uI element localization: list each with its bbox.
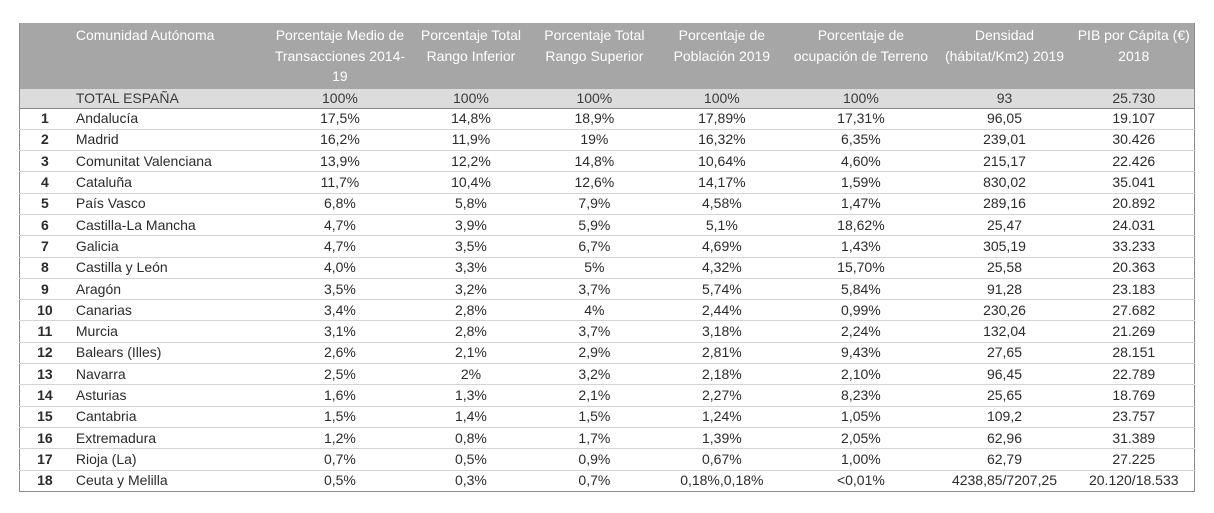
cell-index: 13 xyxy=(20,364,70,385)
total-cell-index xyxy=(20,89,70,109)
cell-population: 0,18%,0,18% xyxy=(680,472,764,489)
cell-population: 1,39% xyxy=(657,427,786,448)
total-cell-lower-range: 100% xyxy=(410,89,531,109)
total-cell-population: 100% xyxy=(657,89,786,109)
cell-index: 11 xyxy=(20,321,70,342)
table-body xyxy=(20,89,1195,492)
table-row xyxy=(20,470,1195,491)
cell-lower-range: 12,2% xyxy=(410,151,531,172)
cell-upper-range: 4% xyxy=(531,300,657,321)
table-row xyxy=(20,385,1195,406)
cell-community: Murcia xyxy=(70,321,270,342)
cell-density: 109,2 xyxy=(935,406,1073,427)
cell-avg-transactions: 3,4% xyxy=(269,300,410,321)
cell-index: 1 xyxy=(20,108,70,129)
cell-land-occupation: 8,23% xyxy=(786,385,935,406)
cell-community: Canarias xyxy=(70,300,270,321)
cell-avg-transactions: 1,2% xyxy=(269,427,410,448)
cell-community: Rioja (La) xyxy=(70,449,270,470)
cell-avg-transactions: 3,1% xyxy=(269,321,410,342)
cell-land-occupation: 2,10% xyxy=(786,364,935,385)
cell-gdp-per-capita: 20.120/18.533 xyxy=(1088,472,1179,489)
cell-upper-range: 0,7% xyxy=(578,472,611,489)
cell-lower-range: 1,3% xyxy=(410,385,531,406)
cell-upper-range: 5% xyxy=(531,257,657,278)
total-cell-density: 93 xyxy=(935,89,1073,109)
cell-lower-range: 10,4% xyxy=(410,172,531,193)
cell-lower-range: 3,3% xyxy=(410,257,531,278)
cell-density: 132,04 xyxy=(935,321,1073,342)
cell-avg-transactions: 2,5% xyxy=(269,364,410,385)
cell-community: Balears (Illes) xyxy=(70,342,270,363)
cell-community: País Vasco xyxy=(70,193,270,214)
total-cell-avg-transactions: 100% xyxy=(269,89,410,109)
table-row xyxy=(20,406,1195,427)
cell-gdp-per-capita: 30.426 xyxy=(1074,129,1195,150)
cell-index: 17 xyxy=(20,449,70,470)
cell-index: 9 xyxy=(20,278,70,299)
cell-gdp-per-capita: 23.183 xyxy=(1074,278,1195,299)
cell-upper-range: 5,9% xyxy=(531,214,657,235)
cell-land-occupation: 9,43% xyxy=(786,342,935,363)
cell-upper-range: 3,7% xyxy=(531,278,657,299)
cell-land-occupation: 4,60% xyxy=(786,151,935,172)
table-row xyxy=(20,172,1195,193)
cell-index: 2 xyxy=(20,129,70,150)
cell-upper-range: 14,8% xyxy=(531,151,657,172)
cell-land-occupation: 2,24% xyxy=(786,321,935,342)
cell-population: 10,64% xyxy=(657,151,786,172)
cell-community: Castilla-La Mancha xyxy=(70,214,270,235)
cell-avg-transactions: 11,7% xyxy=(269,172,410,193)
cell-gdp-per-capita: 31.389 xyxy=(1074,427,1195,448)
table-row xyxy=(20,129,1195,150)
cell-upper-range: 0,9% xyxy=(531,449,657,470)
cell-avg-transactions: 0,5% xyxy=(323,472,356,489)
cell-gdp-per-capita: 19.107 xyxy=(1074,108,1195,129)
cell-lower-range: 2,8% xyxy=(410,321,531,342)
cell-density: 96,05 xyxy=(935,108,1073,129)
table-container xyxy=(19,23,1195,492)
cell-community: Cataluña xyxy=(70,172,270,193)
cell-density: 230,26 xyxy=(935,300,1073,321)
cell-land-occupation: 1,00% xyxy=(786,449,935,470)
cell-lower-range: 0,3% xyxy=(454,472,487,489)
cell-community: Navarra xyxy=(70,364,270,385)
header-index xyxy=(20,23,70,89)
cell-community: Cantabria xyxy=(70,406,270,427)
cell-land-occupation: 1,05% xyxy=(786,406,935,427)
cell-upper-range: 12,6% xyxy=(531,172,657,193)
cell-density: 215,17 xyxy=(935,151,1073,172)
cell-community: Castilla y León xyxy=(70,257,270,278)
cell-population: 16,32% xyxy=(657,129,786,150)
cell-gdp-per-capita: 22.789 xyxy=(1074,364,1195,385)
cell-land-occupation: 17,31% xyxy=(786,108,935,129)
cell-land-occupation: 15,70% xyxy=(786,257,935,278)
cell-gdp-per-capita: 28.151 xyxy=(1074,342,1195,363)
cell-lower-range: 3,5% xyxy=(410,236,531,257)
table-row xyxy=(20,321,1195,342)
cell-land-occupation: 1,47% xyxy=(786,193,935,214)
cell-density: 25,58 xyxy=(935,257,1073,278)
cell-avg-transactions: 2,6% xyxy=(269,342,410,363)
cell-land-occupation: 1,43% xyxy=(786,236,935,257)
cell-upper-range: 2,9% xyxy=(531,342,657,363)
cell-gdp-per-capita: 27.225 xyxy=(1074,449,1195,470)
cell-population: 5,74% xyxy=(657,278,786,299)
cell-land-occupation: 18,62% xyxy=(786,214,935,235)
table-row xyxy=(20,342,1195,363)
cell-lower-range: 14,8% xyxy=(410,108,531,129)
cell-community: Comunitat Valenciana xyxy=(70,151,270,172)
cell-density: 62,79 xyxy=(935,449,1073,470)
cell-community: Ceuta y Melilla xyxy=(75,472,168,489)
cell-population: 17,89% xyxy=(657,108,786,129)
cell-population: 2,27% xyxy=(657,385,786,406)
table-row xyxy=(20,193,1195,214)
cell-gdp-per-capita: 24.031 xyxy=(1074,214,1195,235)
cell-density: 62,96 xyxy=(935,427,1073,448)
table-row xyxy=(20,300,1195,321)
cell-upper-range: 7,9% xyxy=(531,193,657,214)
cell-land-occupation: 1,59% xyxy=(786,172,935,193)
cell-land-occupation: 5,84% xyxy=(786,278,935,299)
table-row xyxy=(20,427,1195,448)
cell-avg-transactions: 4,7% xyxy=(269,214,410,235)
header-upper-range: Porcentaje Total Rango Superior xyxy=(531,23,657,89)
cell-upper-range: 6,7% xyxy=(531,236,657,257)
cell-population: 2,81% xyxy=(657,342,786,363)
cell-index: 10 xyxy=(20,300,70,321)
cell-density: 239,01 xyxy=(935,129,1073,150)
total-row xyxy=(20,89,1195,109)
autonomous-communities-table xyxy=(19,23,1195,492)
cell-avg-transactions: 1,5% xyxy=(269,406,410,427)
table-row xyxy=(20,449,1195,470)
total-cell-gdp-per-capita: 25.730 xyxy=(1074,89,1195,109)
cell-index: 12 xyxy=(20,342,70,363)
cell-density: 25,47 xyxy=(935,214,1073,235)
table-row xyxy=(20,151,1195,172)
cell-index: 15 xyxy=(20,406,70,427)
cell-upper-range: 18,9% xyxy=(531,108,657,129)
cell-avg-transactions: 1,6% xyxy=(269,385,410,406)
cell-avg-transactions: 4,7% xyxy=(269,236,410,257)
cell-population: 4,58% xyxy=(657,193,786,214)
cell-community: Aragón xyxy=(70,278,270,299)
cell-population: 1,24% xyxy=(657,406,786,427)
header-land-occupation: Porcentaje de ocupación de Terreno xyxy=(786,23,935,89)
cell-avg-transactions: 13,9% xyxy=(269,151,410,172)
header-community: Comunidad Autónoma xyxy=(70,23,270,89)
cell-lower-range: 2,1% xyxy=(410,342,531,363)
cell-gdp-per-capita: 33.233 xyxy=(1074,236,1195,257)
cell-index: 6 xyxy=(20,214,70,235)
cell-lower-range: 3,9% xyxy=(410,214,531,235)
cell-land-occupation: <0,01% xyxy=(836,472,885,489)
cell-gdp-per-capita: 20.892 xyxy=(1074,193,1195,214)
header-population: Porcentaje de Población 2019 xyxy=(657,23,786,89)
cell-population: 5,1% xyxy=(657,214,786,235)
cell-community: Andalucía xyxy=(70,108,270,129)
header-avg-transactions: Porcentaje Medio de Transacciones 2014-19 xyxy=(269,23,410,89)
cell-lower-range: 11,9% xyxy=(410,129,531,150)
cell-density: 27,65 xyxy=(935,342,1073,363)
table-row xyxy=(20,364,1195,385)
total-cell-community: TOTAL ESPAÑA xyxy=(70,89,270,109)
cell-upper-range: 3,2% xyxy=(531,364,657,385)
cell-gdp-per-capita: 21.269 xyxy=(1074,321,1195,342)
cell-lower-range: 1,4% xyxy=(410,406,531,427)
cell-index: 18 xyxy=(37,472,53,489)
cell-avg-transactions: 3,5% xyxy=(269,278,410,299)
cell-upper-range: 1,7% xyxy=(531,427,657,448)
cell-index: 16 xyxy=(20,427,70,448)
cell-avg-transactions: 4,0% xyxy=(269,257,410,278)
cell-upper-range: 3,7% xyxy=(531,321,657,342)
cell-gdp-per-capita: 18.769 xyxy=(1074,385,1195,406)
cell-population: 3,18% xyxy=(657,321,786,342)
cell-avg-transactions: 6,8% xyxy=(269,193,410,214)
cell-population: 2,44% xyxy=(657,300,786,321)
cell-gdp-per-capita: 27.682 xyxy=(1074,300,1195,321)
cell-gdp-per-capita: 20.363 xyxy=(1074,257,1195,278)
table-row xyxy=(20,236,1195,257)
cell-community: Galicia xyxy=(70,236,270,257)
cell-community: Madrid xyxy=(70,129,270,150)
cell-density: 830,02 xyxy=(935,172,1073,193)
cell-upper-range: 1,5% xyxy=(531,406,657,427)
cell-density: 25,65 xyxy=(935,385,1073,406)
table-row xyxy=(20,257,1195,278)
cell-lower-range: 2% xyxy=(410,364,531,385)
cell-index: 5 xyxy=(20,193,70,214)
cell-population: 4,32% xyxy=(657,257,786,278)
cell-population: 2,18% xyxy=(657,364,786,385)
cell-land-occupation: 2,05% xyxy=(786,427,935,448)
cell-population: 14,17% xyxy=(657,172,786,193)
cell-avg-transactions: 0,7% xyxy=(269,449,410,470)
cell-lower-range: 5,8% xyxy=(410,193,531,214)
cell-lower-range: 0,8% xyxy=(410,427,531,448)
cell-lower-range: 2,8% xyxy=(410,300,531,321)
cell-index: 7 xyxy=(20,236,70,257)
cell-density: 96,45 xyxy=(935,364,1073,385)
cell-community: Asturias xyxy=(70,385,270,406)
cell-density: 91,28 xyxy=(935,278,1073,299)
cell-lower-range: 0,5% xyxy=(410,449,531,470)
table-row xyxy=(20,214,1195,235)
cell-avg-transactions: 16,2% xyxy=(269,129,410,150)
cell-index: 14 xyxy=(20,385,70,406)
cell-population: 0,67% xyxy=(657,449,786,470)
cell-avg-transactions: 17,5% xyxy=(269,108,410,129)
cell-gdp-per-capita: 23.757 xyxy=(1074,406,1195,427)
cell-gdp-per-capita: 22.426 xyxy=(1074,151,1195,172)
header-gdp-per-capita: PIB por Cápita (€) 2018 xyxy=(1074,23,1195,89)
cell-lower-range: 3,2% xyxy=(410,278,531,299)
cell-index: 3 xyxy=(20,151,70,172)
cell-index: 4 xyxy=(20,172,70,193)
cell-gdp-per-capita: 35.041 xyxy=(1074,172,1195,193)
cell-land-occupation: 6,35% xyxy=(786,129,935,150)
cell-index: 8 xyxy=(20,257,70,278)
cell-density: 305,19 xyxy=(935,236,1073,257)
cell-density: 289,16 xyxy=(935,193,1073,214)
total-cell-upper-range: 100% xyxy=(531,89,657,109)
header-lower-range: Porcentaje Total Rango Inferior xyxy=(410,23,531,89)
cell-density: 4238,85/7207,25 xyxy=(951,472,1058,489)
cell-population: 4,69% xyxy=(657,236,786,257)
header-density: Densidad (hábitat/Km2) 2019 xyxy=(935,23,1073,89)
table-row xyxy=(20,278,1195,299)
cell-upper-range: 19% xyxy=(531,129,657,150)
table-header-row xyxy=(20,23,1195,89)
total-cell-land-occupation: 100% xyxy=(786,89,935,109)
cell-community: Extremadura xyxy=(70,427,270,448)
table-row xyxy=(20,108,1195,129)
cell-land-occupation: 0,99% xyxy=(786,300,935,321)
cell-upper-range: 2,1% xyxy=(531,385,657,406)
